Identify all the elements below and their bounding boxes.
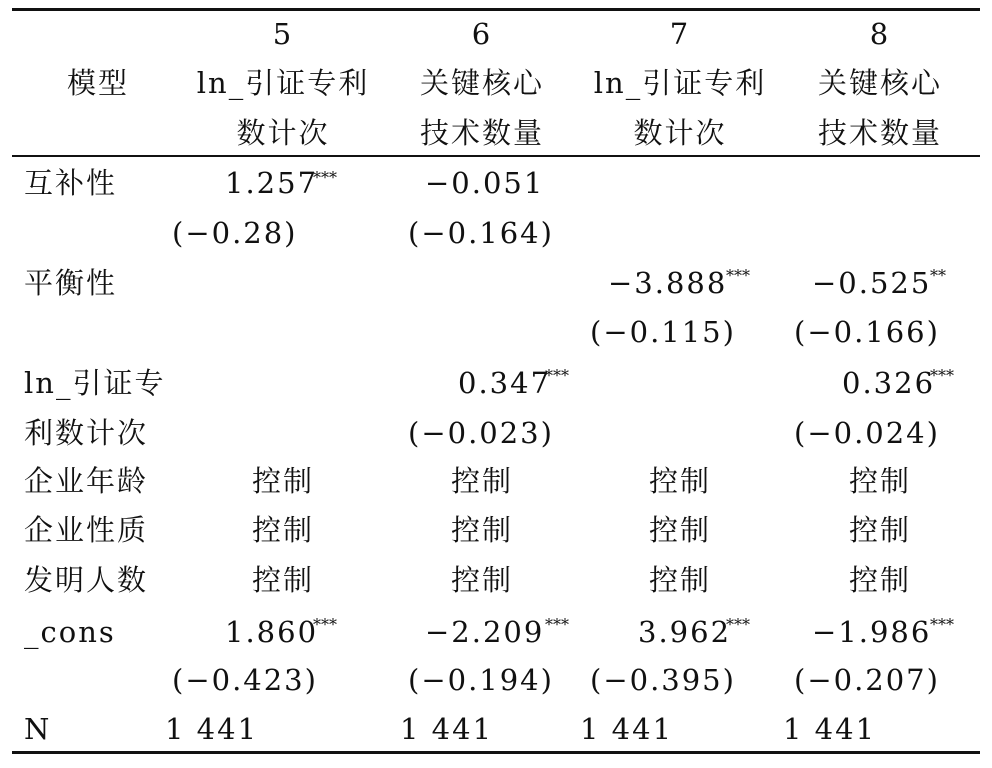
row-label-complementarity: 互补性 [24,166,118,200]
se-complementarity-model6: (−0.164) [408,216,554,250]
significance-stars: *** [313,168,337,187]
control-cell: 控制 [251,563,315,597]
control-cell: 控制 [848,464,912,498]
n-model8: 1 441 [783,712,877,746]
control-cell: 控制 [648,464,712,498]
bottom-rule [12,751,980,754]
model-number-7: 7 [669,17,691,51]
header-rule [12,155,980,157]
row-label-n: N [24,712,52,746]
coef-complementarity-model6: −0.051 [425,166,545,200]
dependent-var-8-line2: 技术数量 [817,116,943,150]
row-label-ln-citations-line2: 利数计次 [24,416,149,450]
significance-stars: ** [930,266,946,285]
coef-balance-model7: −3.888 [608,266,728,300]
coef-complementarity-model5: 1.257 [225,166,319,200]
significance-stars: *** [726,266,750,285]
top-rule [12,8,980,11]
control-cell: 控制 [848,513,912,547]
coef-ln-citations-model8: 0.326 [842,366,936,400]
dependent-var-7-line2: 数计次 [633,116,727,150]
dependent-var-8-line1: 关键核心 [817,66,943,100]
dependent-var-5-line1: ln_引证专利 [196,66,370,100]
coef-constant-model5: 1.860 [225,615,319,649]
row-label-firm-nature: 企业性质 [24,513,149,547]
row-label-firm-age: 企业年龄 [24,464,149,498]
se-complementarity-model5: (−0.28) [172,216,298,250]
dependent-var-5-line2: 数计次 [236,116,330,150]
control-cell: 控制 [450,563,514,597]
dependent-var-7-line1: ln_引证专利 [593,66,767,100]
row-label-balance: 平衡性 [24,266,118,300]
control-cell: 控制 [450,464,514,498]
coef-balance-model8: −0.525 [812,266,932,300]
control-cell: 控制 [848,563,912,597]
significance-stars: *** [545,366,569,385]
coef-constant-model6: −2.209 [425,615,545,649]
significance-stars: *** [930,366,954,385]
significance-stars: *** [545,615,569,634]
model-number-5: 5 [272,17,294,51]
control-cell: 控制 [648,563,712,597]
control-cell: 控制 [251,513,315,547]
se-balance-model7: (−0.115) [590,315,736,349]
coef-ln-citations-model6: 0.347 [458,366,552,400]
control-cell: 控制 [648,513,712,547]
se-constant-model6: (−0.194) [408,663,554,697]
se-ln-citations-model8: (−0.024) [794,416,940,450]
se-constant-model8: (−0.207) [794,663,940,697]
row-label-inventor-count: 发明人数 [24,563,149,597]
model-number-6: 6 [471,17,493,51]
coef-constant-model7: 3.962 [638,615,732,649]
row-label-constant: _cons [24,615,116,649]
se-constant-model5: (−0.423) [172,663,318,697]
se-balance-model8: (−0.166) [794,315,940,349]
dependent-var-6-line2: 技术数量 [419,116,545,150]
model-label: 模型 [66,66,130,100]
n-model6: 1 441 [400,712,494,746]
control-cell: 控制 [450,513,514,547]
n-model5: 1 441 [165,712,259,746]
se-ln-citations-model6: (−0.023) [408,416,554,450]
significance-stars: *** [313,615,337,634]
significance-stars: *** [930,615,954,634]
significance-stars: *** [726,615,750,634]
dependent-var-6-line1: 关键核心 [419,66,545,100]
row-label-ln-citations-line1: ln_引证专 [24,366,166,400]
model-number-8: 8 [869,17,891,51]
coef-constant-model8: −1.986 [812,615,932,649]
n-model7: 1 441 [580,712,674,746]
control-cell: 控制 [251,464,315,498]
se-constant-model7: (−0.395) [590,663,736,697]
